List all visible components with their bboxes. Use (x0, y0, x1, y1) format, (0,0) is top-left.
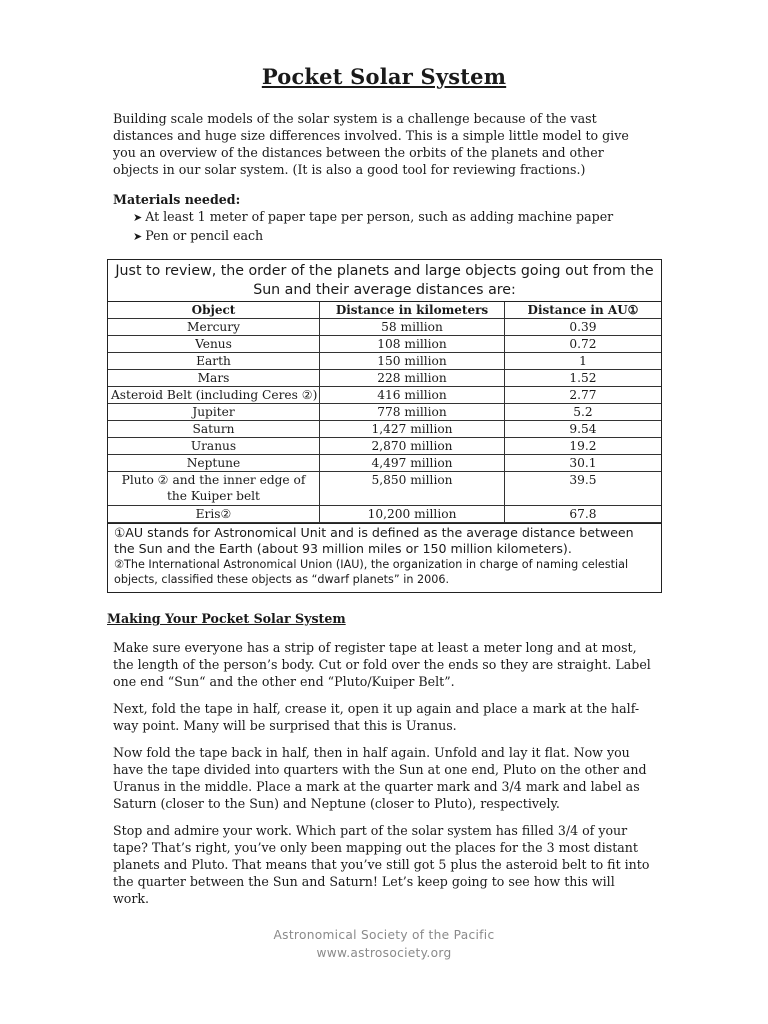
table-caption: Just to review, the order of the planets and large objects going out from the Sun and their average distances are: (108, 260, 661, 302)
object-cell: Earth (108, 353, 320, 370)
km-cell: 58 million (320, 319, 505, 336)
table-row (108, 336, 661, 353)
au-cell: 39.5 (505, 472, 662, 506)
object-cell: Saturn (108, 421, 320, 438)
au-cell: 19.2 (505, 438, 662, 455)
au-cell: 9.54 (505, 421, 662, 438)
km-cell: 416 million (320, 387, 505, 404)
column-header-object: Object (108, 302, 320, 319)
arrow-bullet-icon: ➤ (133, 230, 143, 243)
object-cell: Jupiter (108, 404, 320, 421)
instruction-paragraph: Stop and admire your work. Which part of the solar system has filled 3/4 of your tape? That’s right, you’ve only been mapping out the places for the 3 most distant planets and Pluto. That means that you’ve still got 5 plus the asteroid belt to fit into the quarter between the Sun and Saturn! Let’s keep going to see how this will work. (113, 823, 650, 906)
au-cell: 1.52 (505, 370, 662, 387)
column-header-au: Distance in AU① (505, 302, 662, 319)
object-cell: Uranus (108, 438, 320, 455)
footer-website: www.astrosociety.org (316, 946, 452, 960)
intro-paragraph: Building scale models of the solar system is a challenge because of the vast distances and huge size differences involved. This is a simple little model to give you an overview of the distances between the orbits of the planets and other objects in our solar system. (It is also a good tool for reviewing fractions.) (113, 111, 629, 177)
page-footer (0, 926, 768, 962)
page-title: Pocket Solar System (261, 64, 507, 89)
planet-distance-table (107, 259, 662, 593)
footer-organization: Astronomical Society of the Pacific (273, 928, 495, 942)
au-cell: 2.77 (505, 387, 662, 404)
materials-heading: Materials needed: (113, 192, 241, 207)
au-cell: 30.1 (505, 455, 662, 472)
instruction-paragraph: Now fold the tape back in half, then in half again. Unfold and lay it flat. Now you have the tape divided into quarters with the Sun at one end, Pluto on the other and Uranus in the middle. Place a mark at the quarter mark and 3/4 mark and label as Saturn (closer to the Sun) and Neptune (closer to Pluto), respectively. (113, 745, 647, 811)
table-row (108, 472, 661, 506)
section-heading: Making Your Pocket Solar System (107, 611, 346, 626)
table-footnotes (108, 523, 661, 587)
au-cell: 1 (505, 353, 662, 370)
object-cell: Mercury (108, 319, 320, 336)
object-cell: Neptune (108, 455, 320, 472)
table-row (108, 455, 661, 472)
materials-list (133, 208, 613, 246)
table-row (108, 404, 661, 421)
km-cell: 2,870 million (320, 438, 505, 455)
km-cell: 4,497 million (320, 455, 505, 472)
list-item: ➤ At least 1 meter of paper tape per person, such as adding machine paper (133, 209, 614, 224)
km-cell: 10,200 million (320, 506, 505, 523)
au-cell: 0.72 (505, 336, 662, 353)
table-header-row (108, 302, 661, 319)
table-row (108, 387, 661, 404)
object-cell: Mars (108, 370, 320, 387)
footnote-dwarf-planets: ②The International Astronomical Union (IAU), the organization in charge of naming celestial objects, classified these objects as “dwarf planets” in 2006. (114, 558, 629, 586)
instruction-paragraph: Next, fold the tape in half, crease it, open it up again and place a mark at the half-way point. Many will be surprised that this is Uranus. (113, 701, 640, 733)
km-cell: 1,427 million (320, 421, 505, 438)
object-cell: Eris② (108, 506, 320, 523)
km-cell: 228 million (320, 370, 505, 387)
km-cell: 778 million (320, 404, 505, 421)
distance-table (108, 302, 661, 523)
table-row (108, 506, 661, 523)
column-header-km: Distance in kilometers (320, 302, 505, 319)
table-row (108, 319, 661, 336)
object-cell: Asteroid Belt (including Ceres ②) (108, 387, 320, 404)
instruction-paragraph: Make sure everyone has a strip of register tape at least a meter long and at most, the length of the person’s body. Cut or fold over the ends so they are straight. Label one end “Sun“ and the other end “Pluto/Kuiper Belt”. (113, 640, 651, 689)
au-cell: 0.39 (505, 319, 662, 336)
table-row (108, 353, 661, 370)
table-row (108, 421, 661, 438)
object-cell: Venus (108, 336, 320, 353)
table-row (108, 438, 661, 455)
km-cell: 5,850 million (320, 472, 505, 506)
km-cell: 108 million (320, 336, 505, 353)
object-cell: Pluto ② and the inner edge of the Kuiper belt (108, 472, 320, 506)
au-cell: 67.8 (505, 506, 662, 523)
arrow-bullet-icon: ➤ (133, 211, 143, 224)
au-cell: 5.2 (505, 404, 662, 421)
list-item: ➤ Pen or pencil each (133, 228, 264, 243)
table-row (108, 370, 661, 387)
km-cell: 150 million (320, 353, 505, 370)
footnote-au: ①AU stands for Astronomical Unit and is defined as the average distance between the Sun and the Earth (about 93 million miles or 150 million kilometers). (114, 525, 634, 556)
